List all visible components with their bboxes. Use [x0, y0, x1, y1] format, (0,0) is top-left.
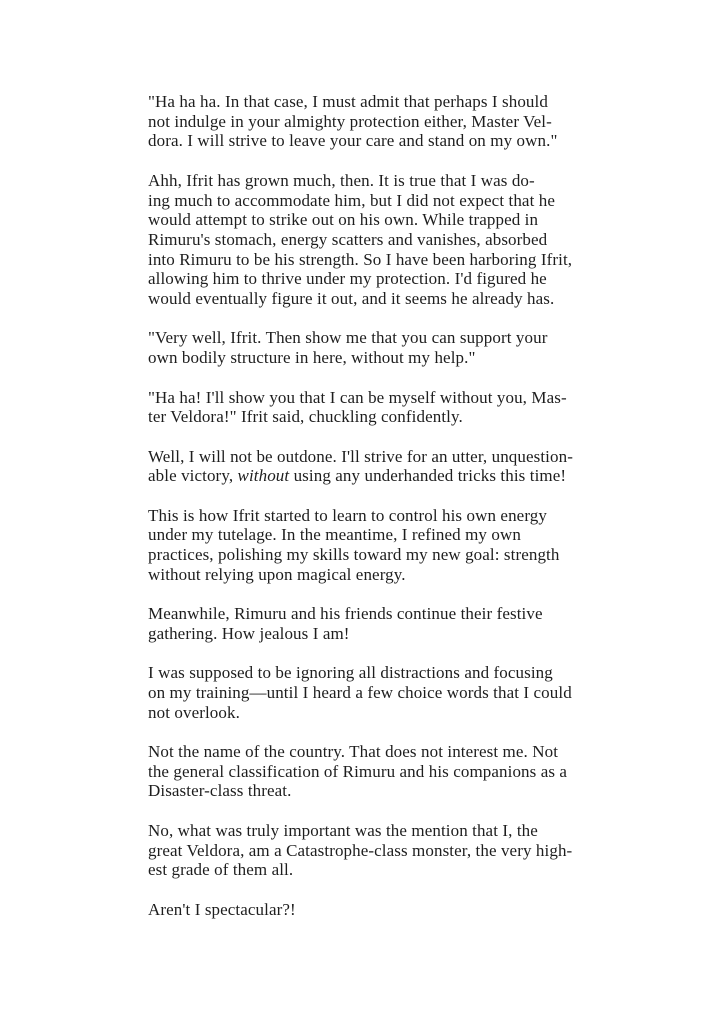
paragraph: Well, I will not be outdone. I'll strive for an utter, unquestion- able victory, without using any underhanded tricks this time! — [148, 446, 573, 486]
paragraph: Aren't I spectacular?! — [148, 899, 296, 919]
paragraph: "Ha ha! I'll show you that I can be myself without you, Mas- ter Veldora!" Ifrit said, chuckling confidently. — [148, 387, 567, 427]
paragraph: This is how Ifrit started to learn to control his own energy under my tutelage. In the meantime, I refined my own practices, polishing my skills toward my new goal: strength without relying upon magical energy. — [148, 505, 560, 584]
paragraph: "Very well, Ifrit. Then show me that you can support your own bodily structure in here, without my help." — [148, 328, 548, 368]
paragraph: Meanwhile, Rimuru and his friends continue their festive gathering. How jealous I am! — [148, 604, 543, 643]
paragraph: "Ha ha ha. In that case, I must admit that perhaps I should not indulge in your almighty protection either, Master Vel- dora. I will strive to leave your care and stand on my own." — [148, 92, 558, 151]
paragraph: I was supposed to be ignoring all distractions and focusing on my training—until I heard a few choice words that I could not overlook. — [148, 663, 572, 722]
paragraph: Not the name of the country. That does not interest me. Not the general classification of Rimuru and his companions as a Disaster-class threat. — [148, 742, 568, 801]
page-text — [148, 92, 588, 939]
paragraph: Ahh, Ifrit has grown much, then. It is true that I was do- ing much to accommodate him, but I did not expect that he would attempt to strike out on his own. While trapped in Rimuru's stomach, energy scatters and vanishes, absorbed into Rimuru to be his strength. So I have been harboring Ifrit, allowing him to thrive under my protection. I'd figured he would eventually figure it out, and it seems he already has. — [148, 170, 573, 309]
paragraph: No, what was truly important was the mention that I, the great Veldora, am a Catastrophe-class monster, the very high- est grade of them all. — [148, 820, 573, 880]
emphasized-word: without — [237, 466, 290, 486]
